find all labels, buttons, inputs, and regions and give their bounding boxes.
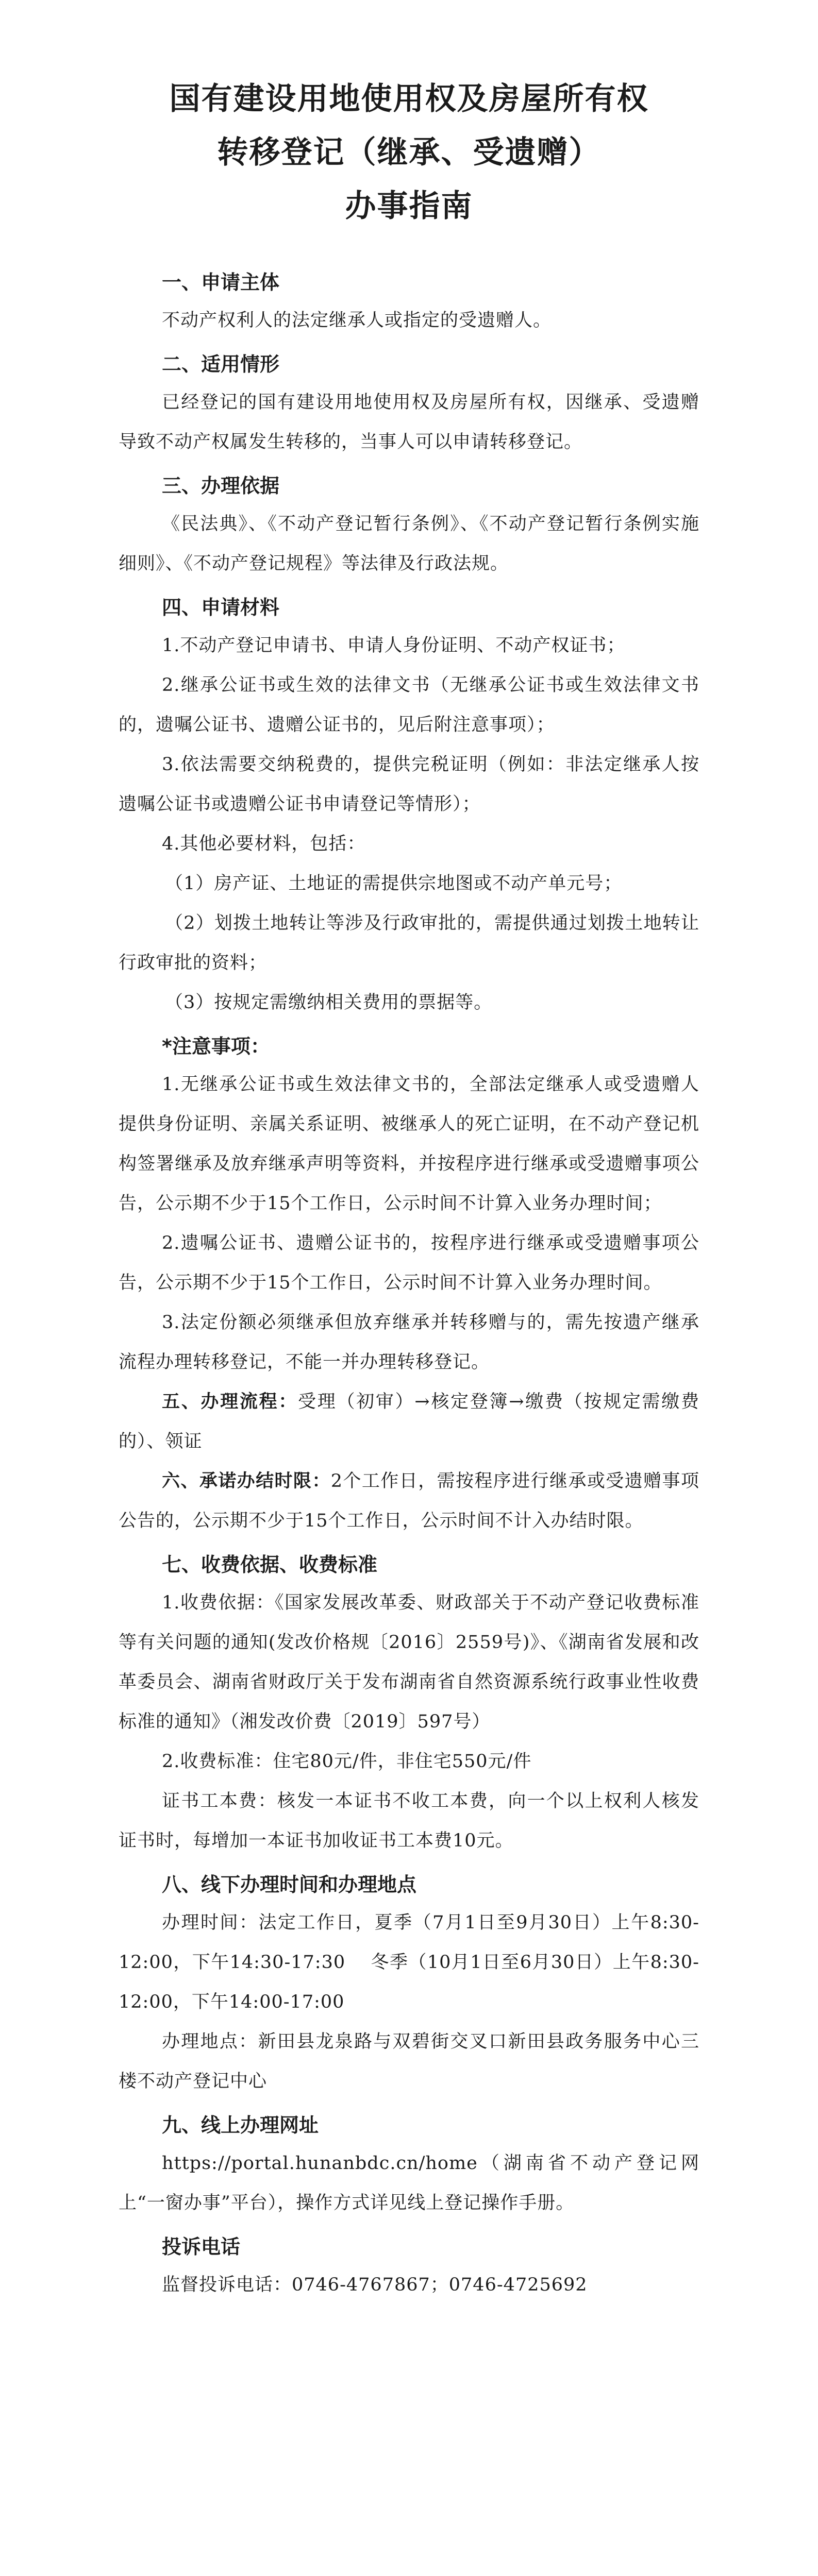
fee-item: 1.收费依据：《国家发展改革委、财政部关于不动产登记收费标准等有关问题的通知(发改价格规〔2016〕2559号)》、《湖南省发展和改革委员会、湖南省财政厅关于发布湖南省自然资源系统行政事业性收费标准的通知》（湘发改价费〔2019〕597号） — [119, 1592, 699, 1732]
material-item: 2.继承公证书或生效的法律文书（无继承公证书或生效法律文书的，遗嘱公证书、遗赠公证书的，见后附注意事项）； — [119, 675, 699, 735]
material-item: 4.其他必要材料，包括： — [162, 834, 366, 854]
section-text-applicant: 不动产权利人的法定继承人或指定的受遗赠人。 — [162, 310, 552, 331]
note-item: 2.遗嘱公证书、遗赠公证书的，按程序进行继承或受遗赠事项公告，公示期不少于15个工作日，公示时间不计算入业务办理时间。 — [119, 1233, 699, 1293]
title-line-2: 转移登记（继承、受遗赠） — [217, 134, 601, 171]
office-hours: 办理时间：法定工作日，夏季（7月1日至9月30日）上午8:30-12:00，下午14:30-17:30 冬季（10月1日至6月30日）上午8:30-12:00，下午14:00-17:00 — [119, 1912, 699, 2012]
complaint-phone: 监督投诉电话：0746-4767867；0746-4725692 — [162, 2275, 588, 2295]
section-heading-offline: 八、线下办理时间和办理地点 — [162, 1873, 417, 1896]
section-heading-scope: 二、适用情形 — [162, 353, 280, 376]
document-title — [119, 72, 699, 233]
section-heading-process: 五、办理流程： — [162, 1392, 298, 1412]
section-text-basis: 《民法典》、《不动产登记暂行条例》、《不动产登记暂行条例实施细则》、《不动产登记规程》等法律及行政法规。 — [119, 514, 699, 574]
section-process — [119, 1382, 699, 1462]
material-item: 1.不动产登记申请书、申请人身份证明、不动产权证书； — [162, 635, 626, 656]
section-heading-fees: 七、收费依据、收费标准 — [162, 1553, 378, 1576]
office-location: 办理地点：新田县龙泉路与双碧街交叉口新田县政务服务中心三楼不动产登记中心 — [119, 2031, 699, 2092]
section-heading-materials: 四、申请材料 — [162, 596, 280, 619]
notes-heading: *注意事项： — [162, 1035, 270, 1058]
material-subitem: （3）按规定需缴纳相关费用的票据等。 — [165, 992, 493, 1013]
section-heading-online: 九、线上办理网址 — [162, 2114, 319, 2137]
note-item: 1.无继承公证书或生效法律文书的，全部法定继承人或受遗赠人提供身份证明、亲属关系证明、被继承人的死亡证明，在不动产登记机构签署继承及放弃继承声明等资料，并按程序进行继承或受遗赠事项公告，公示期不少于15个工作日，公示时间不计算入业务办理时间； — [119, 1074, 699, 1214]
material-subitem: （1）房产证、土地证的需提供宗地图或不动产单元号； — [165, 873, 623, 894]
section-time-limit — [119, 1462, 699, 1541]
section-heading-applicant: 一、申请主体 — [162, 271, 280, 294]
complaint-heading: 投诉电话 — [162, 2235, 241, 2258]
fee-item: 证书工本费：核发一本证书不收工本费，向一个以上权利人核发证书时，每增加一本证书加收证书工本费10元。 — [119, 1791, 699, 1851]
section-text-time-limit: 2个工作日，需按程序进行继承或受遗赠事项公告的，公示期不少于15个工作日，公示时间不计入办结时限。 — [119, 1471, 699, 1531]
section-heading-time-limit: 六、承诺办结时限： — [162, 1471, 331, 1492]
note-item: 3.法定份额必须继承但放弃继承并转移赠与的，需先按遗产继承流程办理转移登记，不能一并办理转移登记。 — [119, 1312, 699, 1372]
section-heading-basis: 三、办理依据 — [162, 474, 280, 497]
title-line-1: 国有建设用地使用权及房屋所有权 — [169, 81, 649, 117]
title-line-3: 办事指南 — [345, 188, 473, 224]
material-item: 3.依法需要交纳税费的，提供完税证明（例如：非法定继承人按遗嘱公证书或遗赠公证书申请登记等情形）； — [119, 754, 699, 815]
section-text-scope: 已经登记的国有建设用地使用权及房屋所有权，因继承、受遗赠导致不动产权属发生转移的，当事人可以申请转移登记。 — [119, 392, 699, 452]
online-url-text: https://portal.hunanbdc.cn/home（湖南省不动产登记网上“一窗办事”平台），操作方式详见线上登记操作手册。 — [119, 2153, 699, 2213]
material-subitem: （2）划拨土地转让等涉及行政审批的，需提供通过划拨土地转让行政审批的资料； — [119, 913, 699, 973]
section-text-process: 受理（初审）→核定登簿→缴费（按规定需缴费的）、领证 — [119, 1392, 699, 1452]
fee-item: 2.收费标准：住宅80元/件，非住宅550元/件 — [162, 1751, 532, 1772]
